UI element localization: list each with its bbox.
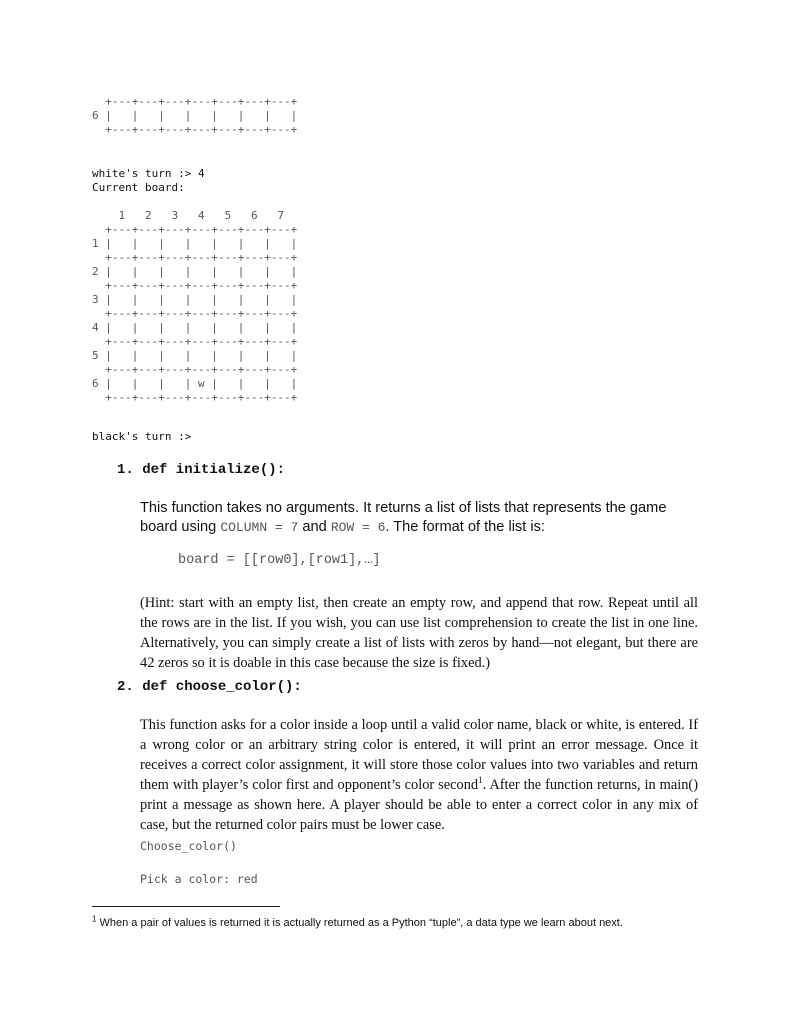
board-line: +---+---+---+---+---+---+---+ xyxy=(92,251,298,264)
footnote-divider xyxy=(92,906,280,907)
black-turn-prompt: black's turn :> xyxy=(92,430,192,443)
board-format-code: board = [[row0],[row1],…] xyxy=(178,553,381,568)
turn-prompt: white's turn :> 4 xyxy=(92,167,205,180)
board-line: +---+---+---+---+---+---+---+ xyxy=(92,95,298,108)
board-column-numbers: 1 2 3 4 5 6 7 xyxy=(92,209,285,222)
board-line: +---+---+---+---+---+---+---+ xyxy=(92,307,298,320)
board-line: +---+---+---+---+---+---+---+ xyxy=(92,391,298,404)
inline-code: COLUMN = 7 xyxy=(220,520,299,535)
partial-board xyxy=(92,95,297,137)
board-row-6: 6 | | | | w | | | | xyxy=(92,377,298,390)
board-row-2: 2 | | | | | | | | xyxy=(92,265,298,278)
text-run: This function asks for a color inside a loop until a valid color name, black or white, is entered. If a wrong color or an arbitrary string color is entered, it will print an error message. Once it receives a correct color assignment, it will store those color values into two variables and return them with player’s color first and opponent’s color second xyxy=(140,717,698,793)
footnote-marker: 1 xyxy=(92,914,97,924)
hint-paragraph: (Hint: start with an empty list, then create an empty row, and append that row. Repeat until all the rows are in the list. If you wish, you can use list comprehension to create the list in one line. Alternatively, you can simply create a list of lists with zeros by hand—not elegant, but there are 42 zeros so it is doable in this case because the size is fixed.) xyxy=(140,595,698,671)
footnote-ref[interactable]: 1 xyxy=(478,775,483,786)
example-prompt: Pick a color: red xyxy=(140,872,258,886)
text-run: This function takes no arguments. It returns a list of lists that represents the game board using xyxy=(140,500,667,535)
inline-code: ROW = 6 xyxy=(330,520,386,535)
board-row-4: 4 | | | | | | | | xyxy=(92,321,298,334)
section-heading-choose-color: 2. def choose_color(): xyxy=(117,679,302,695)
footnote xyxy=(92,914,712,929)
board-line: 6 | | | | | | | | xyxy=(92,109,298,122)
text-run: . The format of the list is: xyxy=(385,519,545,535)
choose-color-description xyxy=(140,715,698,835)
board-line: +---+---+---+---+---+---+---+ xyxy=(92,223,298,236)
example-call: Choose_color() xyxy=(140,839,237,853)
initialize-description xyxy=(140,499,700,537)
board-line: +---+---+---+---+---+---+---+ xyxy=(92,363,298,376)
footnote-text: When a pair of values is returned it is actually returned as a Python “tuple”, a data type we learn about next. xyxy=(96,917,623,929)
game-board xyxy=(92,209,297,405)
current-board-label: Current board: xyxy=(92,181,185,194)
section-heading-initialize: 1. def initialize(): xyxy=(117,462,286,478)
board-row-3: 3 | | | | | | | | xyxy=(92,293,298,306)
board-line: +---+---+---+---+---+---+---+ xyxy=(92,123,298,136)
text-run: . After the function returns, in main() print a message as shown here. A player should be able to enter a correct color in any mix of case, but the returned color pairs must be lower case. xyxy=(140,777,698,833)
board-row-5: 5 | | | | | | | | xyxy=(92,349,298,362)
text-run: and xyxy=(298,519,331,535)
board-line: +---+---+---+---+---+---+---+ xyxy=(92,279,298,292)
board-row-1: 1 | | | | | | | | xyxy=(92,237,298,250)
turn-block xyxy=(92,167,205,195)
board-line: +---+---+---+---+---+---+---+ xyxy=(92,335,298,348)
